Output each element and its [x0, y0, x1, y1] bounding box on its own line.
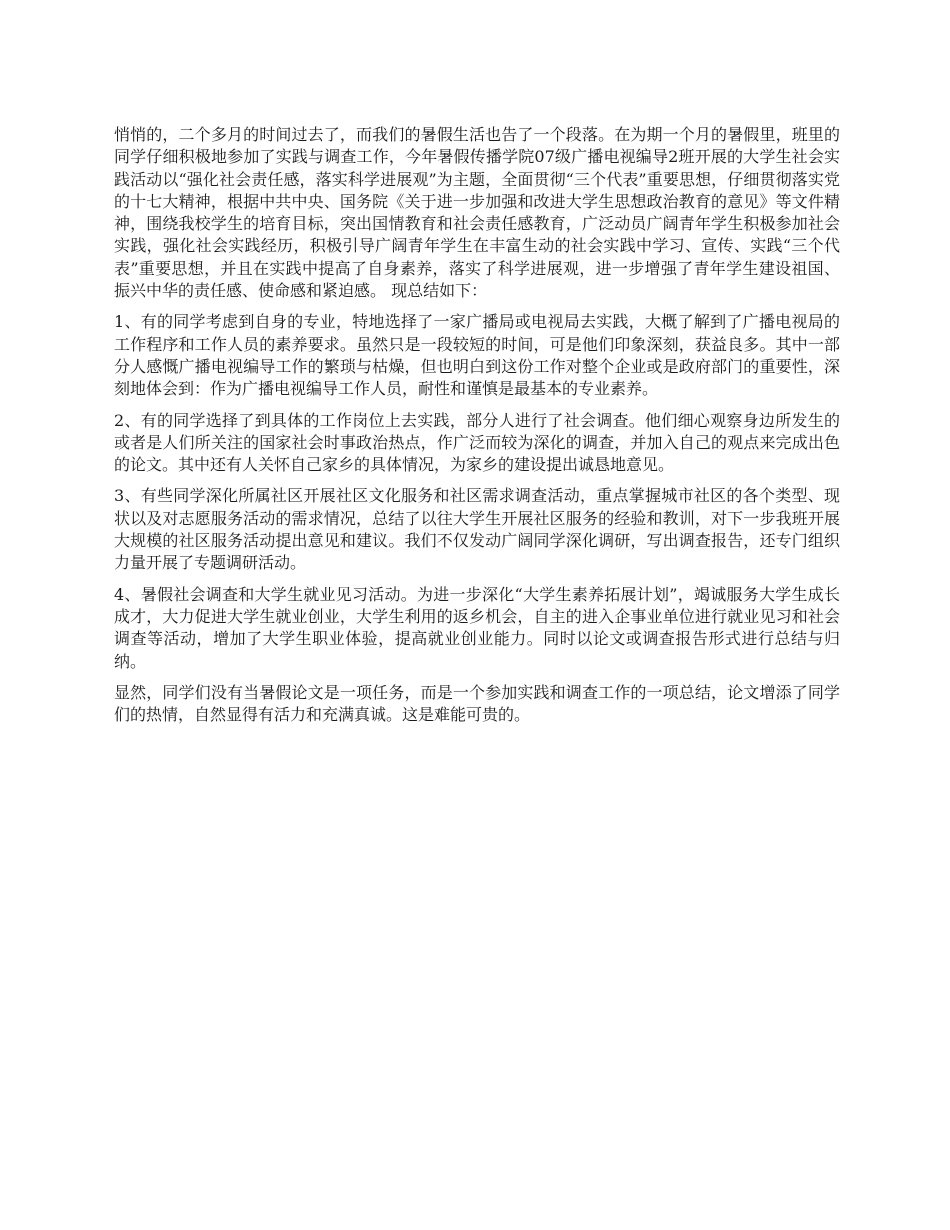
point-2-paragraph: 2、有的同学选择了到具体的工作岗位上去实践，部分人进行了社会调查。他们细心观察身边所发生的或者是人们所关注的国家社会时事政治热点，作广泛而较为深化的调查，并加入自己的观点来完成出色的论文。其中还有人关怀自己家乡的具体情况，为家乡的建设提出诚恳地意见。 [114, 410, 840, 475]
point-3-paragraph: 3、有些同学深化所属社区开展社区文化服务和社区需求调查活动，重点掌握城市社区的各个类型、现状以及对志愿服务活动的需求情况，总结了以往大学生开展社区服务的经验和教训，对下一步我班开展大规模的社区服务活动提出意见和建议。我们不仅发动广阔同学深化调研，写出调查报告，还专门组织力量开展了专题调研活动。 [114, 486, 840, 573]
intro-paragraph: 悄悄的，二个多月的时间过去了，而我们的暑假生活也告了一个段落。在为期一个月的暑假里，班里的同学仔细积极地参加了实践与调查工作，今年暑假传播学院07级广播电视编导2班开展的大学生社会实践活动以“强化社会责任感，落实科学进展观”为主题，全面贯彻“三个代表”重要思想，仔细贯彻落实党的十七大精神，根据中共中央、国务院《关于进一步加强和改进大学生思想政治教育的意见》等文件精神，围绕我校学生的培育目标，突出国情教育和社会责任感教育，广泛动员广阔青年学生积极参加社会实践，强化社会实践经历，积极引导广阔青年学生在丰富生动的社会实践中学习、宣传、实践“三个代表”重要思想，并且在实践中提高了自身素养，落实了科学进展观，进一步增强了青年学生建设祖国、振兴中华的责任感、使命感和紧迫感。 现总结如下： [114, 125, 840, 301]
document-body [114, 124, 840, 735]
point-1-paragraph: 1、有的同学考虑到自身的专业，特地选择了一家广播局或电视局去实践，大概了解到了广播电视局的工作程序和工作人员的素养要求。虽然只是一段较短的时间，可是他们印象深刻，获益良多。其中一部分人感慨广播电视编导工作的繁琐与枯燥，但也明白到这份工作对整个企业或是政府部门的重要性，深刻地体会到：作为广播电视编导工作人员，耐性和谨慎是最基本的专业素养。 [114, 312, 840, 399]
conclusion-paragraph: 显然，同学们没有当暑假论文是一项任务，而是一个参加实践和调查工作的一项总结，论文增添了同学们的热情，自然显得有活力和充满真诚。这是难能可贵的。 [114, 682, 840, 725]
point-4-paragraph: 4、暑假社会调查和大学生就业见习活动。为进一步深化“大学生素养拓展计划”，竭诚服务大学生成长成才，大力促进大学生就业创业，大学生利用的返乡机会，自主的进入企事业单位进行就业见习和社会调查等活动，增加了大学生职业体验，提高就业创业能力。同时以论文或调查报告形式进行总结与归纳。 [114, 584, 840, 671]
